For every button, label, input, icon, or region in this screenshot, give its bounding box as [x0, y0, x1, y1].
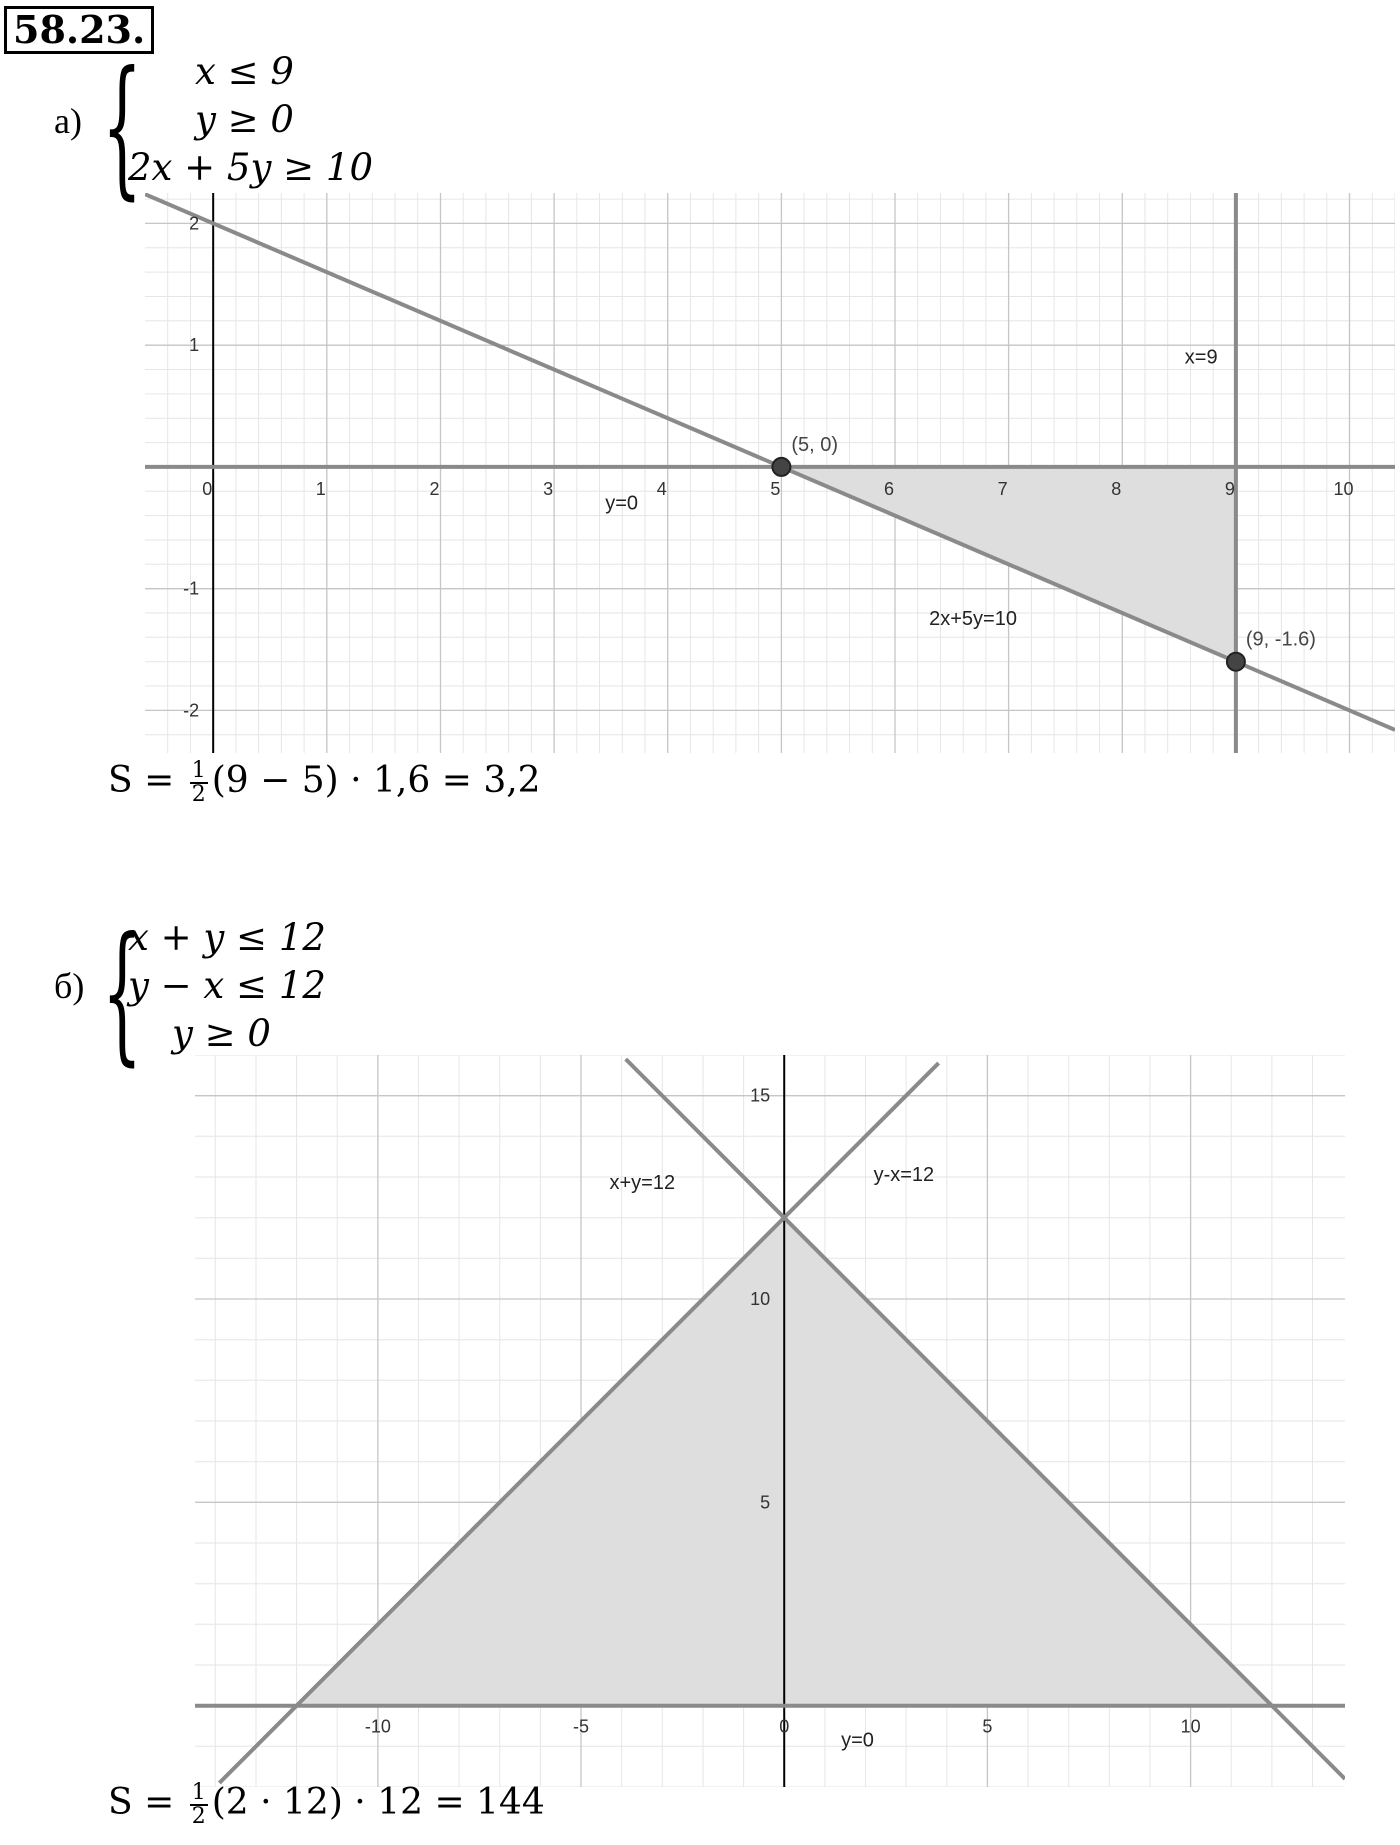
- x-tick-label: 10: [1333, 478, 1354, 499]
- x-tick-label: 2: [429, 478, 440, 499]
- y-tick-label: 1: [189, 335, 200, 356]
- part-b-area-fraction: [190, 1782, 208, 1828]
- x-tick-label: 1: [315, 478, 326, 499]
- problem-number: 58.23.: [4, 6, 154, 54]
- part-b-area-rest: (2 · 12) · 12 = 144: [211, 1782, 545, 1823]
- part-a-area: [108, 760, 541, 806]
- x-tick-label: 7: [997, 478, 1008, 499]
- part-b-frac-den: 2: [191, 1804, 206, 1829]
- y-tick-label: -2: [183, 700, 200, 721]
- y-tick-label: 10: [750, 1289, 771, 1309]
- x-tick-label: 4: [656, 478, 667, 499]
- part-b-area-prefix: S =: [108, 1782, 175, 1823]
- part-b-area: [108, 1782, 545, 1828]
- y-tick-label: 2: [189, 213, 200, 234]
- part-a-inequality-3: 2x + 5y ≥ 10: [128, 146, 373, 189]
- x-tick-label: 8: [1111, 478, 1122, 499]
- x-tick-label: 10: [1180, 1716, 1201, 1737]
- line-label: y=0: [841, 1729, 874, 1752]
- part-b-inequality-3: y ≥ 0: [172, 1012, 271, 1055]
- part-a-area-rest: (9 − 5) · 1,6 = 3,2: [211, 760, 541, 801]
- point: [1227, 653, 1245, 671]
- part-a-area-fraction: [190, 760, 208, 806]
- x-tick-label: 3: [543, 478, 554, 499]
- series-line: [145, 194, 1395, 730]
- chart-b: [195, 1055, 1345, 1787]
- chart-a: [145, 193, 1395, 753]
- x-tick-label: 6: [883, 478, 895, 499]
- x-tick-label: -5: [572, 1716, 590, 1737]
- line-label: x=9: [1184, 346, 1218, 369]
- part-b-label: б): [54, 966, 85, 1006]
- part-b-inequality-2: y − x ≤ 12: [128, 964, 326, 1007]
- y-tick-label: -1: [183, 578, 200, 599]
- point-label: (5, 0): [791, 433, 839, 456]
- part-a-inequality-1: x ≤ 9: [195, 50, 294, 93]
- x-tick-label: 0: [202, 478, 213, 499]
- line-label: y=0: [605, 492, 639, 515]
- x-tick-label: -10: [364, 1716, 391, 1737]
- part-a-inequality-2: y ≥ 0: [195, 98, 294, 141]
- line-label: x+y=12: [609, 1172, 676, 1195]
- y-tick-label: 15: [750, 1085, 771, 1106]
- line-label: y-x=12: [873, 1164, 935, 1187]
- part-b-inequality-1: x + y ≤ 12: [128, 916, 326, 959]
- part-a-frac-num: 1: [191, 758, 206, 783]
- part-a-label: а): [54, 101, 82, 141]
- line-label: 2x+5y=10: [929, 608, 1017, 631]
- part-a-frac-den: 2: [191, 782, 206, 807]
- x-tick-label: 5: [982, 1716, 993, 1737]
- y-tick-label: 5: [760, 1492, 771, 1513]
- part-a-area-prefix: S =: [108, 760, 175, 801]
- point-label: (9, -1.6): [1245, 628, 1316, 651]
- x-tick-label: 5: [770, 478, 781, 499]
- part-b-brace: {: [102, 906, 143, 1080]
- part-b-frac-num: 1: [191, 1780, 206, 1805]
- x-tick-label: 0: [779, 1716, 790, 1737]
- part-a-brace: {: [102, 40, 143, 214]
- x-tick-label: 9: [1224, 478, 1235, 499]
- point: [772, 458, 790, 476]
